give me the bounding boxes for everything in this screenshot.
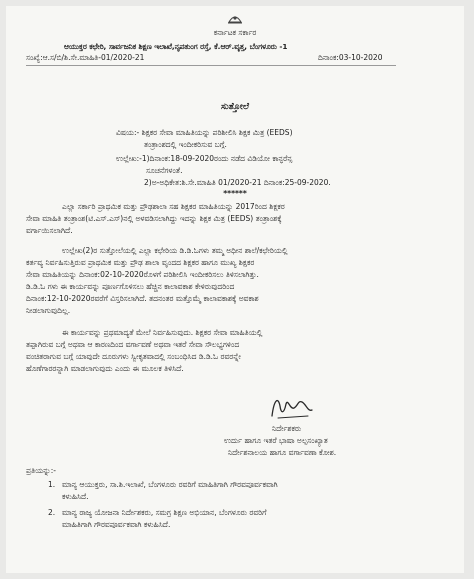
signatory-office-line-2: ನಿರ್ದೇಶನಾಲಯ ಹಾಗೂ ವರ್ಗಾವಣಾ ಕೋಶ.	[228, 448, 337, 457]
paragraph-2-line: ಸೇವಾ ಮಾಹಿತಿಯನ್ನು ದಿನಾಂಕ:02-10-2020ರೊಳಗೆ ಪರಿಶೀಲಿಸಿ ಇಂದೀಕರಿಸಲು ತಿಳಿಸಲಾಗಿತ್ತು.	[26, 270, 259, 279]
subject-line-1: ವಿಷಯ:- ಶಿಕ್ಷಕರ ಸೇವಾ ಮಾಹಿತಿಯನ್ನು ಪರಿಶೀಲಿಸಿ ಶಿಕ್ಷಕ ಮಿತ್ರ (EEDS)	[116, 128, 293, 137]
paragraph-1-line: ವರ್ಗಾಯಿಸಲಾಗಿದೆ.	[26, 226, 73, 235]
paragraph-1-line: ಎಲ್ಲಾ ಸರ್ಕಾರಿ ಪ್ರಾಥಮಿಕ ಮತ್ತು ಪ್ರೌಢಶಾಲಾ ಸಹ ಶಿಕ್ಷಕರ ಮಾಹಿತಿಯನ್ನು 2017ರಿಂದ ಶಿಕ್ಷಕರ	[62, 202, 285, 211]
reference-line-1: ಉಲ್ಲೇಖ:-1)ದಿನಾಂಕ:18-09-2020ರಂದು ನಡೆದ ವಿಡಿಯೋ ಕಾನ್ಫರೆನ್ಸ	[116, 154, 293, 163]
reference-line-2: ಸೂಚನೆಗಳಂತೆ.	[146, 166, 183, 175]
state-emblem-icon	[227, 12, 243, 24]
handwritten-signature	[268, 392, 316, 422]
copy-item-text: ಮಾಹಿತಿಗಾಗಿ ಗೌರವಪೂರ್ವಕವಾಗಿ ಕಳುಹಿಸಿದೆ.	[62, 520, 171, 529]
paragraph-2-line: ಕರ್ತವ್ಯ ನಿರ್ವಹಿಸುತ್ತಿರುವ ಪ್ರಾಥಮಿಕ ಮತ್ತು ಪ್ರೌಢ ಶಾಲಾ ವೃಂದದ ಶಿಕ್ಷಕರ ಹಾಗೂ ಮುಖ್ಯ ಶಿಕ್ಷಕರ	[26, 258, 255, 267]
copy-item-text: ಮಾನ್ಯ ಆಯುಕ್ತರು, ಸಾ.ಶಿ.ಇಲಾಖೆ, ಬೆಂಗಳೂರು ರವರಿಗೆ ಮಾಹಿತಿಗಾಗಿ ಗೌರವಪೂರ್ವಕವಾಗಿ	[62, 480, 278, 489]
circular-document	[6, 6, 464, 573]
office-address: ಆಯುಕ್ತರ ಕಛೇರಿ, ಸಾರ್ವಜನಿಕ ಶಿಕ್ಷಣ ಇಲಾಖೆ,ನೃಪತುಂಗ ರಸ್ತೆ, ಕೆ.ಆರ್.ವೃತ್ತ, ಬೆಂಗಳೂರು -1	[64, 42, 288, 51]
circular-title: ಸುತ್ತೋಲೆ	[220, 102, 250, 112]
copy-item-text: ಮಾನ್ಯ ರಾಜ್ಯ ಯೋಜನಾ ನಿರ್ದೇಶಕರು, ಸಮಗ್ರ ಶಿಕ್ಷಣ ಅಭಿಯಾನ, ಬೆಂಗಳೂರು ರವರಿಗೆ	[62, 508, 267, 517]
paragraph-2-line: ನೀಡಲಾಗುವುದಿಲ್ಲ.	[26, 306, 71, 315]
copy-to-label: ಪ್ರತಿಯನ್ನು:-	[26, 466, 56, 475]
paragraph-3-line: ಈ ಕಾರ್ಯವನ್ನು ಪ್ರಥಮಾದ್ಯತೆ ಮೇಲೆ ನಿರ್ವಹಿಸುವುದು. ಶಿಕ್ಷಕರ ಸೇವಾ ಮಾಹಿತಿಯಲ್ಲಿ	[62, 328, 263, 337]
separator-stars: ******	[223, 189, 247, 198]
reference-number: ಸಂಖ್ಯೆ:ಆ.ಸ/ಬಿ/ಶಿ.ಸೇ.ಮಾಹಿತಿ-01/2020-21	[26, 53, 145, 62]
copy-item-number: 1.	[48, 480, 56, 489]
circular-date: ದಿನಾಂಕ:03-10-2020	[318, 53, 383, 62]
copy-item-text: ಕಳುಹಿಸಿದೆ.	[62, 492, 89, 501]
paragraph-3-line: ವಂಚಿತರಾಗುವ ಬಗ್ಗೆ ಯಾವುದೇ ದೂರುಗಳು ಸ್ವೀಕೃತವಾದಲ್ಲಿ ಸಂಬಂಧಿಸಿದ ಡಿ.ಡಿ.ಓ ರವರನ್ನೇ	[26, 352, 241, 361]
government-heading: ಕರ್ನಾಟಕ ಸರ್ಕಾರ	[213, 28, 257, 37]
subject-line-2: ತಂತ್ರಾಂಶದಲ್ಲಿ ಇಂದೀಕರಿಸುವ ಬಗ್ಗೆ.	[144, 140, 227, 149]
paragraph-2-line: ಡಿ.ಡಿ.ಓ ಗಳು ಈ ಕಾರ್ಯವನ್ನು ಪೂರ್ಣಗೊಳಿಸಲು ಹೆಚ್ಚಿನ ಕಾಲಾವಕಾಶ ಕೇಳಿರುವುದರಿಂದ	[26, 282, 235, 291]
paragraph-3-line: ತಪ್ಪಾಗಿರುವ ಬಗ್ಗೆ ಅಥವಾ ಆ ಕಾರಣದಿಂದ ವರ್ಗಾವಣೆ ಅಥವಾ ಇತರೆ ಸೇವಾ ಸೌಲಭ್ಯಗಳಿಂದ	[26, 340, 240, 349]
reference-line-3: 2)ಅ-ಅಧಿಕೇತ:ಶಿ.ಸೇ.ಮಾಹಿತಿ 01/2020-21 ದಿನಾಂಕ:25-09-2020.	[144, 178, 331, 187]
paragraph-3-line: ಹೊಣೆಗಾರರನ್ನಾಗಿ ಮಾಡಲಾಗುವುದು ಎಂದು ಈ ಮೂಲಕ ತಿಳಿಸಿದೆ.	[26, 364, 184, 373]
signatory-designation: ನಿರ್ದೇಶಕರು	[272, 424, 302, 433]
header-divider	[26, 65, 396, 66]
signatory-office-line-1: ಉರ್ದು ಹಾಗೂ ಇತರೆ ಭಾಷಾ ಅಲ್ಪಸಂಖ್ಯಾತ	[224, 436, 328, 445]
paragraph-1-line: ಸೇವಾ ಮಾಹಿತಿ ತಂತ್ರಾಂಶ(ಟಿ.ಎಸ್.ಎಸ್)ನಲ್ಲಿ ಅಳವಡಿಸಲಾಗಿದ್ದು ಇದನ್ನು ಶಿಕ್ಷಕ ಮಿತ್ರ (EEDS) ತಂತ್ರಾಂಶಕ್ಕೆ	[26, 214, 282, 223]
paragraph-2-line: ದಿನಾಂಕ:12-10-2020ರವರೆಗೆ ವಿಸ್ತರಿಸಲಾಗಿದೆ. ತದನಂತರ ಮತ್ತೊಮ್ಮೆ ಕಾಲಾವಕಾಶಕ್ಕೆ ಅವಕಾಶ	[26, 294, 259, 303]
copy-item-number: 2.	[48, 508, 56, 517]
paragraph-2-line: ಉಲ್ಲೇಖ(2)ರ ಸುತ್ತೋಲೆಯಲ್ಲಿ ಎಲ್ಲಾ ಕಛೇರಿಯ ಡಿ.ಡಿ.ಓಗಳು ತಮ್ಮ ಅಧೀನ ಶಾಲೆ/ಕಛೇರಿಯಲ್ಲಿ	[62, 246, 288, 255]
